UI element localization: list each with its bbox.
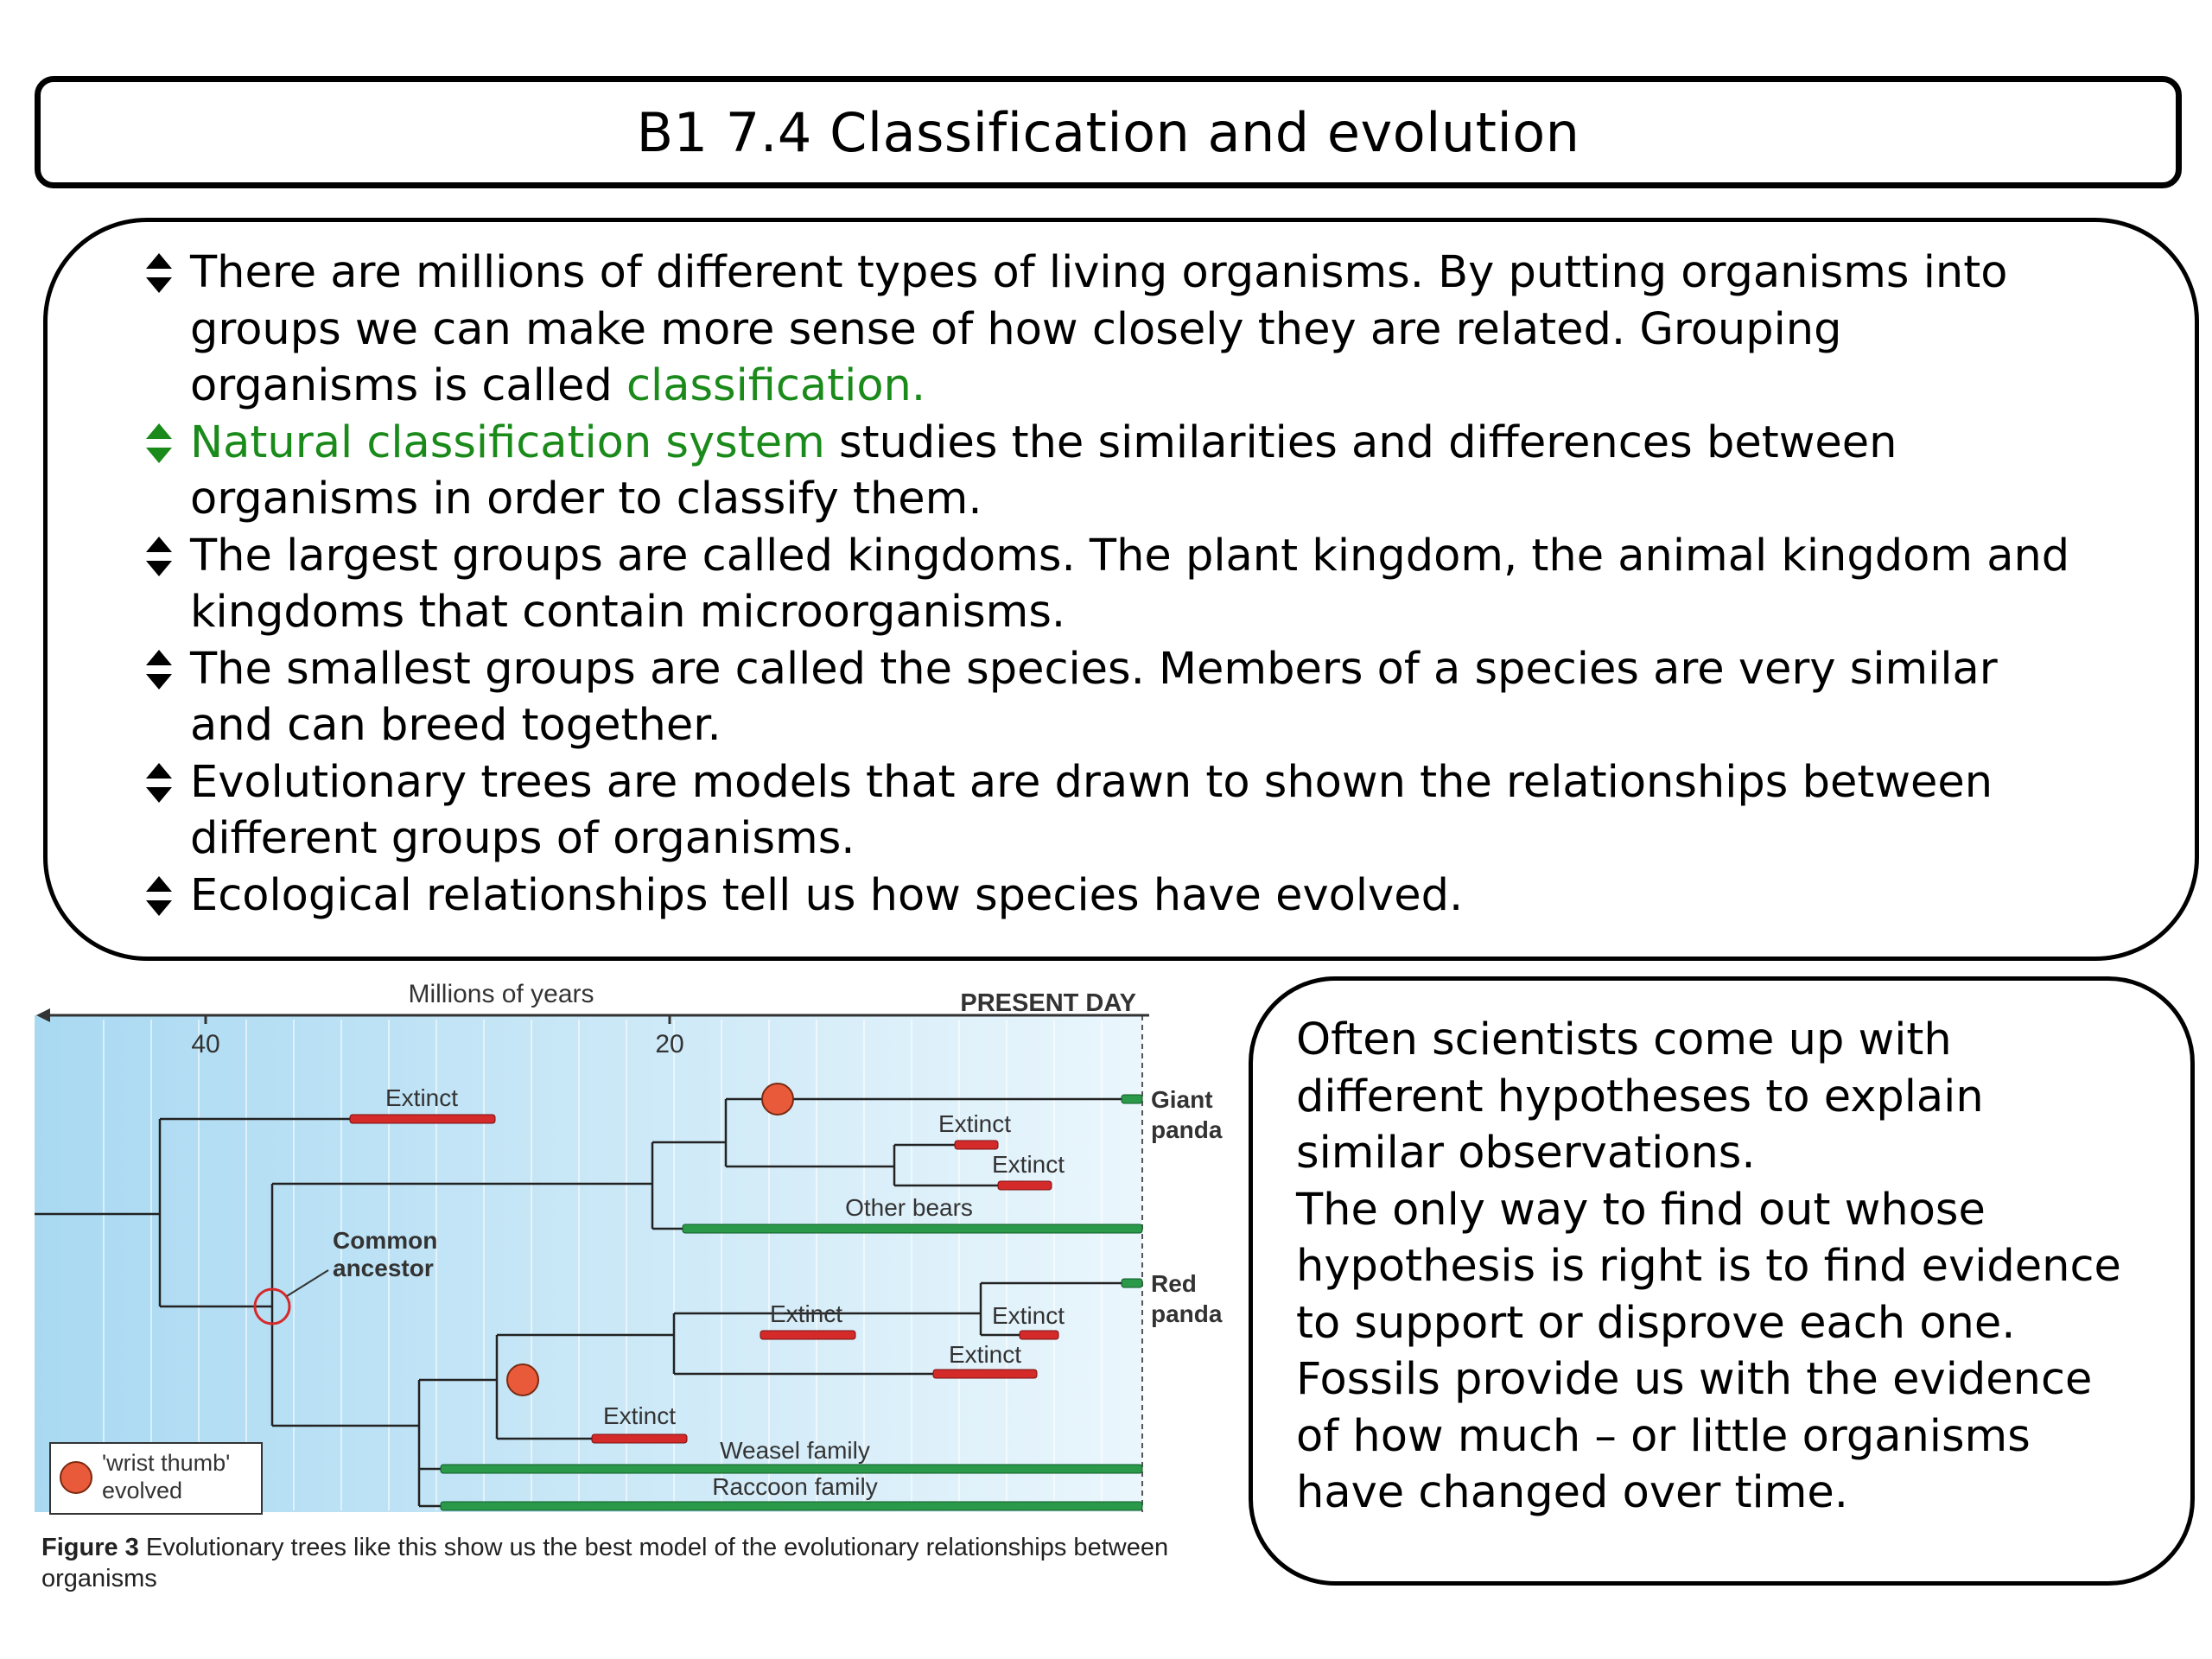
bullet-item: Evolutionary trees are models that are drawn to shown the relationships between different groups of organisms. xyxy=(143,754,2074,868)
bullet-diamond-icon xyxy=(143,422,175,465)
bullet-item: The smallest groups are called the species. Members of a species are very similar and can breed together. xyxy=(143,641,2074,754)
side-note-line: Fossils provide us with the evidence xyxy=(1296,1354,2093,1405)
bullet-diamond-icon xyxy=(143,251,175,295)
side-note-line: to support or disprove each one. xyxy=(1296,1297,2016,1349)
legend xyxy=(50,1443,262,1514)
raccoon-family-label: Raccoon family xyxy=(712,1473,878,1500)
giant-panda-label: Giant xyxy=(1151,1086,1213,1113)
red-panda-label: panda xyxy=(1151,1300,1223,1327)
title-box xyxy=(35,76,2182,188)
bullet-item: There are millions of different types of living organisms. By putting organisms into groups we can make more sense of how closely they are related. Grouping organisms is called classification. xyxy=(143,245,2074,415)
present-day-label: PRESENT DAY xyxy=(960,989,1136,1017)
other-bears-label: Other bears xyxy=(845,1194,973,1221)
slide-title: B1 7.4 Classification and evolution xyxy=(636,100,1580,164)
bullet-diamond-icon xyxy=(143,874,175,918)
side-note-line: have changed over time. xyxy=(1296,1467,1848,1518)
extinct-label: Extinct xyxy=(385,1084,459,1111)
side-note-line: of how much – or little organisms xyxy=(1296,1410,2031,1462)
extinct-label: Extinct xyxy=(948,1341,1022,1368)
red-panda-label: Red xyxy=(1151,1270,1197,1297)
bullet-diamond-icon xyxy=(143,761,175,804)
common-ancestor-label: ancestor xyxy=(333,1255,434,1281)
side-note-line: similar observations. xyxy=(1296,1128,1756,1179)
extinct-label: Extinct xyxy=(769,1300,843,1327)
side-note-line: different hypotheses to explain xyxy=(1296,1071,1984,1122)
legend-label: 'wrist thumb' xyxy=(102,1450,231,1476)
figure-caption-number: Figure 3 xyxy=(41,1534,139,1561)
key-points-box xyxy=(43,218,2199,961)
legend-thumb-marker xyxy=(60,1462,92,1493)
side-note-line: Often scientists come up with xyxy=(1296,1014,1952,1065)
side-note-box xyxy=(1249,976,2195,1586)
extinct-label: Extinct xyxy=(602,1402,677,1429)
extinct-label: Extinct xyxy=(991,1151,1065,1178)
bullet-item: Natural classification system studies the similarities and differences between organisms in order to classify them. xyxy=(143,415,2074,528)
bullet-item: The largest groups are called kingdoms. The plant kingdom, the animal kingdom and kingdoms that contain microorganisms. xyxy=(143,528,2074,641)
evolutionary-tree-diagram xyxy=(35,968,1244,1529)
figure-caption xyxy=(41,1532,1234,1594)
bullet-diamond-icon xyxy=(143,535,175,578)
wrist-thumb-marker xyxy=(507,1364,538,1395)
tick-label-20: 20 xyxy=(655,1030,684,1058)
wrist-thumb-marker xyxy=(762,1084,793,1115)
evolutionary-tree-figure xyxy=(35,968,1244,1590)
tick-label-40: 40 xyxy=(191,1030,220,1058)
common-ancestor-label: Common xyxy=(333,1227,438,1254)
bullet-diamond-icon xyxy=(143,648,175,691)
bullet-item: Ecological relationships tell us how species have evolved. xyxy=(143,868,2074,925)
extinct-label: Extinct xyxy=(938,1110,1012,1137)
side-note-line: hypothesis is right is to find evidence xyxy=(1296,1241,2121,1292)
extinct-label: Extinct xyxy=(991,1302,1065,1329)
weasel-family-label: Weasel family xyxy=(720,1437,870,1464)
legend-label: evolved xyxy=(102,1478,183,1503)
giant-panda-label: panda xyxy=(1151,1116,1223,1143)
axis-label: Millions of years xyxy=(408,980,594,1008)
bullet-list xyxy=(143,245,2074,924)
side-note-line: The only way to find out whose xyxy=(1296,1184,1986,1236)
figure-caption-text: Evolutionary trees like this show us the best model of the evolutionary relationships between organisms xyxy=(41,1534,1169,1592)
